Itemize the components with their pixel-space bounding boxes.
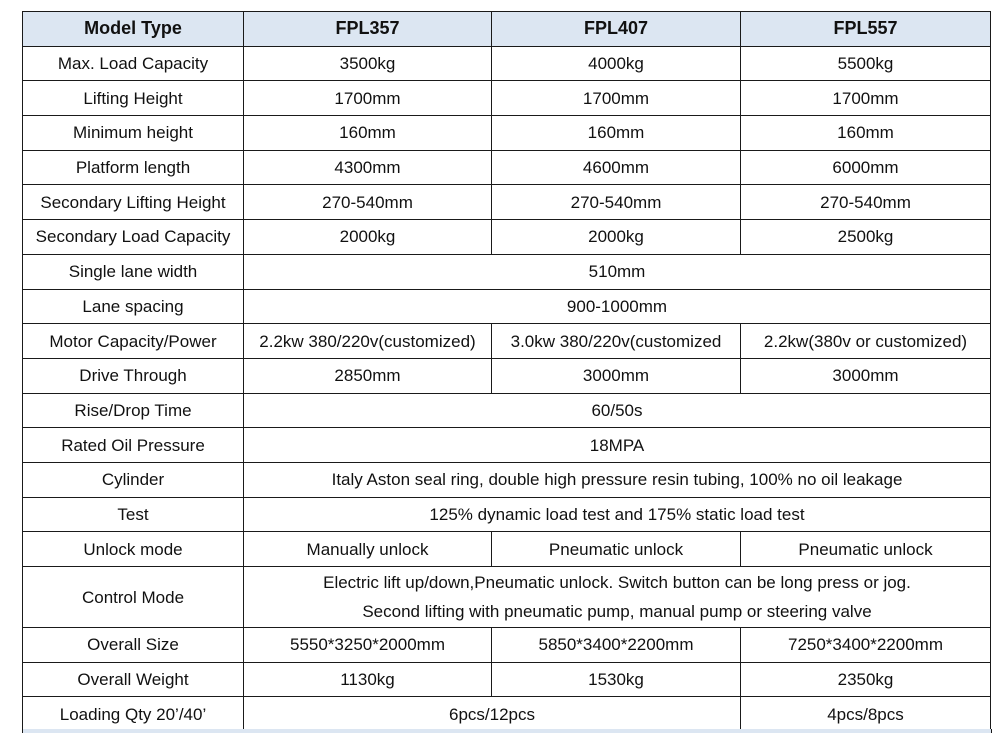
row-label: Secondary Load Capacity bbox=[23, 220, 244, 255]
table-cell: 3500kg bbox=[244, 46, 492, 81]
table-cell: 2000kg bbox=[492, 220, 741, 255]
table-row bbox=[23, 150, 991, 185]
next-row-strip bbox=[22, 729, 992, 733]
header-model-fpl407: FPL407 bbox=[492, 12, 741, 47]
table-cell: 2850mm bbox=[244, 358, 492, 393]
table-cell-merged: 60/50s bbox=[244, 393, 991, 428]
table-cell: 1700mm bbox=[492, 81, 741, 116]
header-model-fpl557: FPL557 bbox=[741, 12, 991, 47]
row-label: Control Mode bbox=[23, 567, 244, 628]
row-label: Loading Qty 20’/40’ bbox=[23, 697, 244, 732]
table-cell: 5500kg bbox=[741, 46, 991, 81]
table-row bbox=[23, 532, 991, 567]
table-row bbox=[23, 497, 991, 532]
table-cell: 2000kg bbox=[244, 220, 492, 255]
table-cell: 7250*3400*2200mm bbox=[741, 628, 991, 663]
table-cell: 160mm bbox=[244, 116, 492, 151]
row-label: Unlock mode bbox=[23, 532, 244, 567]
table-row bbox=[23, 393, 991, 428]
table-row bbox=[23, 289, 991, 324]
table-row bbox=[23, 81, 991, 116]
table-row bbox=[23, 220, 991, 255]
table-cell: 4300mm bbox=[244, 150, 492, 185]
table-cell-merged: 900-1000mm bbox=[244, 289, 991, 324]
table-cell: 4pcs/8pcs bbox=[741, 697, 991, 732]
row-label: Max. Load Capacity bbox=[23, 46, 244, 81]
table-body bbox=[23, 46, 991, 731]
table-cell: 1700mm bbox=[741, 81, 991, 116]
row-label: Overall Weight bbox=[23, 662, 244, 697]
table-cell: 5850*3400*2200mm bbox=[492, 628, 741, 663]
table-cell: 270-540mm bbox=[492, 185, 741, 220]
header-row bbox=[23, 12, 991, 47]
table-row bbox=[23, 116, 991, 151]
table-row bbox=[23, 662, 991, 697]
row-label: Minimum height bbox=[23, 116, 244, 151]
table-row bbox=[23, 324, 991, 359]
table-row bbox=[23, 358, 991, 393]
table-cell: 6000mm bbox=[741, 150, 991, 185]
row-label: Cylinder bbox=[23, 462, 244, 497]
table-row bbox=[23, 185, 991, 220]
table-cell: 2350kg bbox=[741, 662, 991, 697]
row-label: Lifting Height bbox=[23, 81, 244, 116]
table-cell: 3000mm bbox=[741, 358, 991, 393]
table-cell-merged: Italy Aston seal ring, double high pressure resin tubing, 100% no oil leakage bbox=[244, 462, 991, 497]
control-mode-line-2: Second lifting with pneumatic pump, manual pump or steering valve bbox=[362, 602, 872, 621]
table-cell-merged: 510mm bbox=[244, 254, 991, 289]
table-cell: 2.2kw(380v or customized) bbox=[741, 324, 991, 359]
row-label: Platform length bbox=[23, 150, 244, 185]
table-cell: 1700mm bbox=[244, 81, 492, 116]
table-row bbox=[23, 697, 991, 732]
table-cell: 270-540mm bbox=[244, 185, 492, 220]
table-header bbox=[23, 12, 991, 47]
table-cell: Pneumatic unlock bbox=[741, 532, 991, 567]
table-cell-merged bbox=[244, 567, 991, 628]
table-cell: 1130kg bbox=[244, 662, 492, 697]
table-row bbox=[23, 46, 991, 81]
table-cell: 3.0kw 380/220v(customized bbox=[492, 324, 741, 359]
table-cell: 2500kg bbox=[741, 220, 991, 255]
header-label: Model Type bbox=[23, 12, 244, 47]
table-cell: 5550*3250*2000mm bbox=[244, 628, 492, 663]
spec-table bbox=[22, 11, 991, 732]
table-cell: 4600mm bbox=[492, 150, 741, 185]
table-row bbox=[23, 462, 991, 497]
row-label: Rise/Drop Time bbox=[23, 393, 244, 428]
table-cell: Manually unlock bbox=[244, 532, 492, 567]
table-cell: Pneumatic unlock bbox=[492, 532, 741, 567]
control-mode-line-1: Electric lift up/down,Pneumatic unlock. Switch button can be long press or jog. bbox=[323, 573, 911, 592]
table-cell: 4000kg bbox=[492, 46, 741, 81]
table-cell: 160mm bbox=[741, 116, 991, 151]
table-row bbox=[23, 254, 991, 289]
row-label: Lane spacing bbox=[23, 289, 244, 324]
row-label: Secondary Lifting Height bbox=[23, 185, 244, 220]
table-row bbox=[23, 428, 991, 463]
table-cell-merged: 6pcs/12pcs bbox=[244, 697, 741, 732]
row-label: Test bbox=[23, 497, 244, 532]
table-cell: 270-540mm bbox=[741, 185, 991, 220]
row-label: Drive Through bbox=[23, 358, 244, 393]
table-cell: 3000mm bbox=[492, 358, 741, 393]
table-cell-merged: 18MPA bbox=[244, 428, 991, 463]
table-cell: 1530kg bbox=[492, 662, 741, 697]
table-cell-merged: 125% dynamic load test and 175% static load test bbox=[244, 497, 991, 532]
row-label: Motor Capacity/Power bbox=[23, 324, 244, 359]
table-cell: 160mm bbox=[492, 116, 741, 151]
table-cell: 2.2kw 380/220v(customized) bbox=[244, 324, 492, 359]
table-row bbox=[23, 628, 991, 663]
table-row bbox=[23, 567, 991, 628]
row-label: Single lane width bbox=[23, 254, 244, 289]
row-label: Rated Oil Pressure bbox=[23, 428, 244, 463]
header-model-fpl357: FPL357 bbox=[244, 12, 492, 47]
row-label: Overall Size bbox=[23, 628, 244, 663]
